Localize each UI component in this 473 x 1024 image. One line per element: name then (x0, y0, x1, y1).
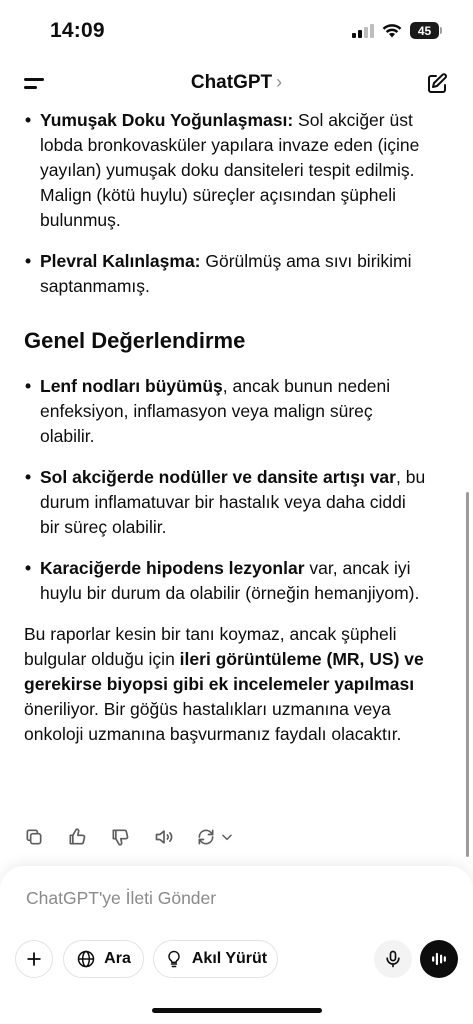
assessment-list (24, 374, 428, 606)
thumbs-up-icon (67, 827, 87, 847)
scrollbar[interactable] (466, 492, 469, 857)
message-input[interactable]: ChatGPT'ye İleti Gönder (26, 888, 217, 908)
good-response-button[interactable] (67, 826, 89, 848)
new-chat-icon[interactable] (425, 72, 449, 96)
read-aloud-button[interactable] (153, 826, 175, 848)
assessment-text: var, ancak iyi huylu bir durum da olabilir (örneğin hemanjiyom). (40, 558, 420, 603)
list-item (24, 249, 428, 299)
plus-icon (24, 949, 44, 969)
summary-text: öneriliyor. Bir göğüs hastalıkları uzmanına veya onkoloji uzmanına başvurmanız faydalı olacaktır. (24, 699, 402, 744)
summary-text: Bu raporlar kesin bir tanı koymaz, ancak şüpheli bulgular olduğu için (24, 624, 397, 669)
search-button[interactable] (63, 940, 144, 978)
globe-icon (76, 949, 96, 969)
chevron-down-icon (220, 830, 234, 844)
reason-button[interactable] (153, 940, 278, 978)
regenerate-button[interactable] (196, 826, 236, 848)
finding-text: Görülmüş ama sıvı birikimi saptanmamış. (40, 251, 412, 296)
copy-button[interactable] (24, 826, 46, 848)
search-button-label: Ara (104, 950, 131, 967)
thumbs-down-icon (110, 827, 130, 847)
list-item (24, 374, 428, 449)
summary-highlight: ileri görüntüleme (MR, US) ve gerekirse biyopsi gibi ek incelemeler yapılması (24, 649, 424, 694)
dictation-button[interactable] (374, 940, 412, 978)
composer (0, 866, 473, 1024)
finding-text: Sol akciğer üst lobda bronkovasküler yapılara invaze eden (içine yayılan) yumuşak doku dansiteleri tespit edilmiş. Malign (kötü huylu) süreçler açısından şüpheli bulunmuş. (40, 110, 420, 230)
summary-paragraph (24, 622, 428, 747)
assessment-text: , bu durum inflamatuvar bir hastalık veya daha ciddi bir süreç olabilir. (40, 467, 426, 537)
microphone-icon (383, 949, 403, 969)
reason-button-label: Akıl Yürüt (191, 950, 268, 967)
bad-response-button[interactable] (110, 826, 132, 848)
message-actions (24, 826, 236, 848)
lightbulb-icon (164, 949, 184, 969)
assessment-title: Sol akciğerde nodüller ve dansite artışı var (40, 467, 396, 487)
wifi-icon (382, 23, 402, 38)
copy-icon (24, 827, 44, 847)
status-icons (352, 22, 439, 39)
chevron-right-icon: › (276, 72, 283, 92)
assessment-text: , ancak bunun nedeni enfeksiyon, inflamasyon veya malign süreç olabilir. (40, 376, 391, 446)
status-time: 14:09 (50, 19, 105, 42)
model-selector[interactable] (0, 72, 473, 94)
assistant-message (24, 108, 428, 747)
status-bar (0, 0, 473, 60)
section-heading: Genel Değerlendirme (24, 328, 246, 353)
battery-indicator: 45 (410, 22, 439, 39)
assessment-title: Karaciğerde hipodens lezyonlar (40, 558, 305, 578)
list-item (24, 556, 428, 606)
header (0, 60, 473, 108)
findings-list (24, 108, 428, 299)
list-item (24, 465, 428, 540)
regenerate-icon (196, 827, 216, 847)
finding-title: Plevral Kalınlaşma: (40, 251, 201, 271)
speaker-icon (153, 827, 175, 847)
finding-title: Yumuşak Doku Yoğunlaşması: (40, 110, 294, 130)
page-title: ChatGPT (190, 72, 273, 93)
cellular-signal-icon (352, 24, 374, 38)
waveform-icon (429, 949, 449, 969)
attach-button[interactable] (15, 940, 53, 978)
assessment-title: Lenf nodları büyümüş (40, 376, 223, 396)
list-item (24, 108, 428, 233)
home-indicator (152, 1008, 322, 1013)
voice-mode-button[interactable] (420, 940, 458, 978)
